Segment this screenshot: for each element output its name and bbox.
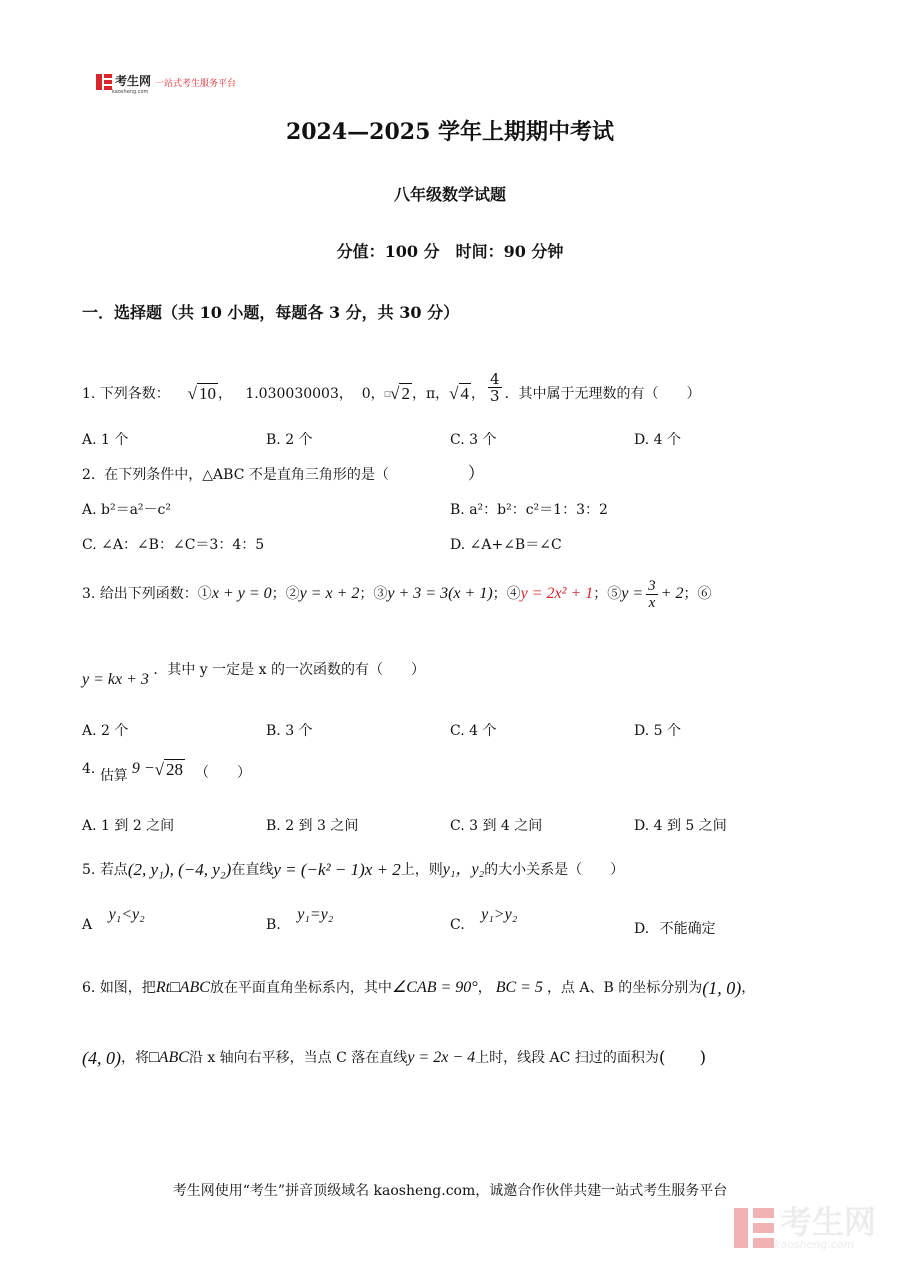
question-text: 放在平面直角坐标系内，其中 [209,980,392,996]
option-d[interactable]: D. 4 个 [634,432,681,448]
function-1: x + y = 0 [211,585,272,602]
question-text: ，点 A、B 的坐标分别为 [546,980,703,996]
option-expression: y₁=y₂ [297,906,334,923]
question-number: 6. [82,980,96,996]
option-expression: y₁>y₂ [481,906,518,923]
fraction-4-3: $\frac{4}{3}$ [490,370,500,405]
question-lead: 下列各数： [99,386,170,402]
question-number: 2. [82,467,96,483]
separator: ；⑤ [593,586,622,602]
separator: ， [741,980,756,996]
question-5 [82,848,624,880]
option-expression: y₁<y₂ [108,906,145,923]
option-label: B. [266,917,281,933]
option-a[interactable]: A. 1 个 [82,432,129,448]
question-6 [82,964,755,998]
question-text: 上时，线段 AC 扫过的面积为 [475,1050,659,1066]
triangle-name: □ABC [149,1049,189,1066]
option-d[interactable] [634,918,716,938]
angle-expression: ∠CAB = 90° [391,979,478,996]
separator: ；② [271,586,300,602]
header-logo [96,72,237,95]
question-6-continued [82,1036,706,1068]
question-text: 沿 x 轴向右平移，当点 C 落在直线 [188,1050,408,1066]
watermark-domain: kaosheng.com [773,1238,855,1251]
question-text: 上，则 [400,862,443,878]
option-b[interactable] [266,906,333,933]
expression-part: 9 − [131,760,155,777]
question-text: 在直线 [231,862,274,878]
logo-name: 考生网 [115,73,152,88]
separator: ，π， [411,386,450,402]
function-4: y = 2x² + 1 [520,585,594,602]
question-lead: 估算 [99,768,128,784]
point-b-coord: (4, 0) [82,1048,121,1068]
question-text: 如图，把 [99,980,156,996]
option-b[interactable]: B. 3 个 [266,723,313,739]
watermark-icon [734,1208,774,1248]
question-1 [82,352,701,404]
option-label: A [82,917,93,933]
question-number: 5. [82,862,96,878]
y-values: y₁，y₂ [442,861,485,878]
exam-meta: 分值：100 分 时间：90 分钟 [336,242,564,261]
option-b[interactable]: B. 2 到 3 之间 [266,818,359,834]
option-c[interactable]: C. 3 个 [450,432,497,448]
option-d[interactable]: D. 5 个 [634,723,681,739]
option-c[interactable] [450,906,517,933]
option-label: C. [450,917,465,933]
separator: ， [477,980,492,996]
points-expression: (2, y₁), (−4, y₂) [127,860,232,879]
separator: ；③ [359,586,388,602]
separator: ， [471,386,486,402]
option-a[interactable]: A. 2 个 [82,723,129,739]
option-a[interactable] [82,906,145,933]
option-c[interactable]: C. 4 个 [450,723,497,739]
triangle-name: Rt□ABC [155,979,210,996]
function-5-fraction: $\frac{3}{x}$ [648,577,656,611]
point-a-coord: (1, 0) [702,978,742,998]
question-stem: 在下列条件中，△ABC 不是直角三角形的是（ [104,467,389,483]
sqrt-28: √ 28 [154,759,183,779]
number-value: 0， [361,386,385,402]
question-3-continued [82,660,425,690]
option-d[interactable]: D. 4 到 5 之间 [634,818,727,834]
question-4 [82,752,251,786]
option-c[interactable]: C. ∠A：∠B：∠C＝3：4：5 [82,537,265,553]
watermark-text [774,1205,876,1251]
separator: ；⑥ [683,586,712,602]
question-tail: ．其中 y 一定是 x 的一次函数的有（ ） [153,662,425,678]
question-number: 4. [82,761,96,777]
page-subtitle: 八年级数学试题 [393,185,506,204]
separator: ；④ [492,586,521,602]
question-number: 3. [82,586,96,602]
question-lead: 若点 [99,862,128,878]
separator: ， [338,386,353,402]
question-tail: 的大小关系是（ ） [484,862,625,878]
closing-paren: ） [467,464,485,484]
page-footer: 考生网使用“考生”拼音顶级域名 kaosheng.com，诚邀合作伙伴共建一站式考生服务平台 [172,1183,728,1199]
option-b[interactable]: B. 2 个 [266,432,313,448]
number-value: 1.030030003 [245,386,339,402]
watermark-logo [734,1205,876,1251]
watermark-name: 考生网 [779,1203,876,1241]
option-a[interactable]: A. b²＝a²－c² [82,502,171,518]
page-title: 2024—2025 学年上期期中考试 [285,119,615,145]
function-2: y = x + 2 [299,585,360,602]
logo-text [112,70,151,95]
logo-slogan: 一站式考生服务平台 [155,78,237,89]
function-5-rhs: + 2 [660,585,684,602]
function-6: y = kx + 3 [82,671,149,688]
function-3: y + 3 = 3(x + 1) [387,585,493,602]
line-expression: y = (−k² − 1)x + 2 [273,860,401,879]
function-5-lhs: y = [621,585,644,602]
logo-icon [96,74,112,90]
option-label: D. [634,921,650,937]
logo-domain: kaosheng.com [112,88,149,95]
cube-root-2: □ √ 2 [384,384,410,403]
question-text: ，将 [121,1050,149,1066]
question-lead: 给出下列函数：① [99,586,212,602]
question-tail: （ ） [194,765,251,781]
question-3 [82,568,711,620]
side-expression: BC = 5 [495,979,543,996]
option-d[interactable]: D. ∠A+∠B＝∠C [450,537,562,553]
question-tail: ．其中属于无理数的有（ ） [504,386,701,402]
answer-paren: ( ) [658,1048,707,1068]
section-heading: 一．选择题（共 10 小题，每题各 3 分，共 30 分） [82,303,460,322]
sqrt-10: √ 10 [187,384,216,403]
line-expression: y = 2x − 4 [407,1049,476,1066]
sqrt-4: √ 4 [449,384,470,403]
option-expression: 不能确定 [659,921,716,937]
option-c[interactable]: C. 3 到 4 之间 [450,818,543,834]
option-b[interactable]: B. a²：b²：c²＝1：3：2 [450,502,608,518]
question-2 [82,464,485,485]
option-a[interactable]: A. 1 到 2 之间 [82,818,175,834]
question-number: 1. [82,386,96,402]
separator: ， [217,386,232,402]
